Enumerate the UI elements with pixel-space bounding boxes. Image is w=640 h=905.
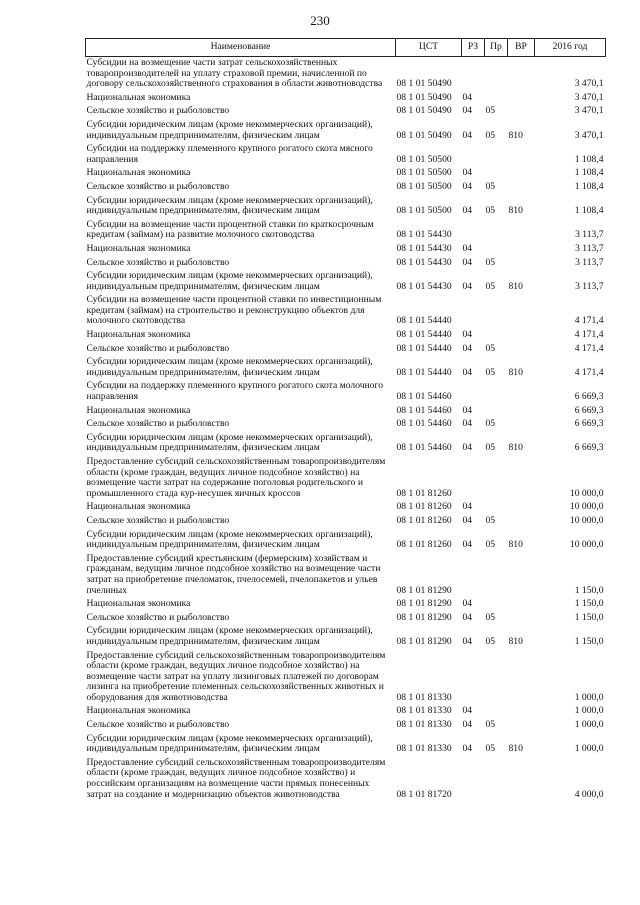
cell-pr: 05 [485, 205, 496, 217]
table-row [86, 243, 606, 257]
cell-cst: 08 1 01 81260 [396, 514, 452, 526]
cell-pr [485, 143, 508, 167]
cell-vr [508, 329, 535, 343]
cell-amount: 6 669,3 [574, 442, 604, 454]
cell-rz: 04 [462, 205, 473, 217]
table-row [86, 553, 606, 598]
cell-amount: 10 000,0 [569, 539, 604, 551]
cell-amount: 1 108,4 [574, 180, 604, 192]
cell-cst: 08 1 01 54430 [396, 256, 452, 268]
cell-vr [508, 167, 535, 181]
cell-rz [462, 650, 485, 706]
cell-pr: 05 [485, 719, 496, 731]
cell-name: Предоставление субсидий сельскохозяйственным товаропроизводителям области (кроме граждан, ведущих личное подсобное хозяйство) и российским организациям на возмещение части прямых понесенных затрат на создание и модернизацию объектов животноводства [86, 756, 386, 800]
cell-amount: 1 000,0 [574, 691, 604, 703]
table-row [86, 119, 606, 143]
cell-name: Субсидии на поддержку племенного крупного рогатого скота мясного направления [86, 143, 373, 165]
cell-pr [485, 219, 508, 243]
header-pr: Пр [485, 39, 508, 57]
table-row [86, 380, 606, 404]
table-row [86, 456, 606, 501]
cell-cst: 08 1 01 81260 [396, 501, 452, 513]
cell-cst: 08 1 01 50490 [396, 105, 452, 117]
cell-amount: 3 113,7 [575, 242, 604, 254]
cell-rz: 04 [462, 539, 473, 551]
cell-name: Национальная экономика [86, 242, 191, 254]
cell-cst: 08 1 01 50500 [396, 205, 452, 217]
cell-name: Субсидии на возмещение части процентной ставки по краткосрочным кредитам (займам) на развитие молочного скотоводства [86, 218, 374, 241]
cell-rz: 04 [462, 342, 473, 354]
cell-rz: 04 [462, 743, 473, 755]
cell-name: Субсидии юридическим лицам (кроме некоммерческих организаций), индивидуальным предпринимателям, физическим лицам [86, 356, 373, 378]
cell-vr: 810 [508, 205, 523, 217]
table-body [86, 57, 606, 803]
cell-cst: 08 1 01 50500 [396, 153, 452, 165]
cell-pr [485, 167, 508, 181]
cell-amount: 1 150,0 [574, 598, 604, 610]
cell-name: Субсидии юридическим лицам (кроме некоммерческих организаций), индивидуальным предпринимателям, физическим лицам [86, 528, 373, 551]
cell-pr [485, 57, 508, 92]
cell-rz [462, 143, 485, 167]
cell-vr: 810 [508, 743, 523, 755]
cell-rz: 04 [462, 611, 473, 623]
cell-rz: 04 [462, 366, 473, 378]
table-row [86, 92, 606, 106]
cell-amount: 3 470,1 [574, 78, 604, 90]
cell-cst: 08 1 01 81330 [396, 691, 452, 703]
table-row [86, 181, 606, 195]
cell-rz: 04 [462, 598, 473, 610]
cell-name: Предоставление субсидий крестьянским (фермерским) хозяйствам и гражданам, ведущим личное подсобное хозяйство на возмещение части затрат на приобретение пчеломаток, пчелосемей, пчелопакетов и ульев пчелиных [86, 552, 381, 596]
cell-cst: 08 1 01 54440 [396, 342, 452, 354]
cell-pr [485, 92, 508, 106]
table-row [86, 501, 606, 515]
cell-pr: 05 [485, 256, 496, 268]
cell-vr [508, 243, 535, 257]
cell-cst: 08 1 01 81290 [396, 611, 452, 623]
header-name: Наименование [86, 39, 396, 57]
cell-amount: 1 000,0 [574, 719, 604, 731]
table-row [86, 356, 606, 380]
cell-pr [485, 405, 508, 419]
cell-rz: 04 [462, 129, 473, 141]
cell-rz [462, 57, 485, 92]
cell-vr: 810 [508, 129, 523, 141]
cell-cst: 08 1 01 54430 [396, 242, 452, 254]
cell-cst: 08 1 01 81290 [396, 635, 452, 647]
table-row [86, 143, 606, 167]
cell-vr [508, 705, 535, 719]
cell-pr: 05 [485, 129, 496, 141]
cell-cst: 08 1 01 54430 [396, 229, 452, 241]
cell-cst: 08 1 01 50500 [396, 180, 452, 192]
table-row [86, 294, 606, 329]
cell-cst: 08 1 01 50490 [396, 91, 452, 103]
cell-vr: 810 [508, 539, 523, 551]
cell-amount: 1 150,0 [574, 635, 604, 647]
cell-amount: 3 470,1 [574, 129, 604, 141]
cell-amount: 1 108,4 [574, 153, 604, 165]
cell-cst: 08 1 01 54460 [396, 418, 452, 430]
cell-vr [508, 418, 535, 432]
cell-rz [462, 553, 485, 598]
cell-pr: 05 [485, 342, 496, 354]
cell-cst: 08 1 01 54460 [396, 391, 452, 403]
table-row [86, 757, 606, 802]
table-row [86, 705, 606, 719]
table-row [86, 432, 606, 456]
cell-rz [462, 294, 485, 329]
cell-amount: 3 470,1 [574, 91, 604, 103]
table-row [86, 105, 606, 119]
cell-amount: 4 171,4 [574, 315, 604, 327]
cell-amount: 6 669,3 [574, 404, 604, 416]
cell-name: Национальная экономика [86, 91, 191, 103]
cell-name: Национальная экономика [86, 404, 191, 416]
cell-vr [508, 105, 535, 119]
table-row [86, 529, 606, 553]
cell-rz: 04 [462, 404, 473, 416]
cell-pr [485, 329, 508, 343]
cell-name: Сельское хозяйство и рыболовство [86, 180, 230, 192]
cell-vr [508, 57, 535, 92]
budget-table-container [85, 38, 605, 802]
cell-pr: 05 [485, 442, 496, 454]
cell-rz: 04 [462, 501, 473, 513]
cell-pr: 05 [485, 743, 496, 755]
header-cst: ЦСТ [396, 39, 462, 57]
table-row [86, 650, 606, 706]
cell-pr [485, 757, 508, 802]
cell-pr: 05 [485, 539, 496, 551]
cell-pr: 05 [485, 635, 496, 647]
cell-pr: 05 [485, 418, 496, 430]
cell-pr: 05 [485, 105, 496, 117]
cell-pr: 05 [485, 611, 496, 623]
cell-name: Субсидии юридическим лицам (кроме некоммерческих организаций), индивидуальным предпринимателям, физическим лицам [86, 194, 373, 217]
table-header-row [86, 39, 606, 57]
cell-amount: 1 150,0 [574, 584, 604, 596]
cell-name: Сельское хозяйство и рыболовство [86, 256, 230, 268]
cell-vr [508, 92, 535, 106]
cell-pr [485, 650, 508, 706]
cell-name: Субсидии юридическим лицам (кроме некоммерческих организаций), индивидуальным предпринимателям, физическим лицам [86, 431, 373, 454]
cell-vr: 810 [508, 635, 523, 647]
cell-rz: 04 [462, 105, 473, 117]
cell-name: Национальная экономика [86, 501, 191, 513]
cell-rz: 04 [462, 719, 473, 731]
table-row [86, 612, 606, 626]
cell-name: Субсидии юридическим лицам (кроме некоммерческих организаций), индивидуальным предпринимателям, физическим лицам [86, 118, 373, 141]
cell-name: Предоставление субсидий сельскохозяйственным товаропроизводителям области (кроме граждан, ведущих личное подсобное хозяйство) на возмещение части затрат на содержание поголовья родительского и промышленного стада кур-несушек яичных кроссов [86, 456, 386, 499]
cell-vr: 810 [508, 366, 523, 378]
cell-cst: 08 1 01 54460 [396, 442, 452, 454]
cell-cst: 08 1 01 54430 [396, 280, 452, 292]
cell-cst: 08 1 01 81290 [396, 598, 452, 610]
cell-name: Сельское хозяйство и рыболовство [86, 611, 230, 623]
cell-cst: 08 1 01 54440 [396, 329, 452, 341]
cell-rz [462, 219, 485, 243]
cell-cst: 08 1 01 81330 [396, 705, 452, 717]
cell-vr [508, 405, 535, 419]
cell-vr [508, 598, 535, 612]
cell-vr [508, 650, 535, 706]
cell-rz: 04 [462, 442, 473, 454]
table-row [86, 329, 606, 343]
cell-vr [508, 143, 535, 167]
cell-name: Национальная экономика [86, 329, 191, 341]
table-row [86, 733, 606, 757]
cell-cst: 08 1 01 54440 [396, 366, 452, 378]
cell-pr: 05 [485, 280, 496, 292]
cell-amount: 4 171,4 [574, 329, 604, 341]
cell-name: Национальная экономика [86, 598, 191, 610]
cell-rz [462, 380, 485, 404]
cell-name: Субсидии на возмещение части процентной ставки по инвестиционным кредитам (займам) на строительство и реконструкцию объектов для молочного скотоводства [86, 294, 382, 327]
cell-name: Сельское хозяйство и рыболовство [86, 514, 230, 526]
page-number: 230 [310, 13, 330, 28]
cell-pr: 05 [485, 366, 496, 378]
table-row [86, 598, 606, 612]
cell-cst: 08 1 01 81330 [396, 743, 452, 755]
table-row [86, 625, 606, 649]
cell-name: Субсидии юридическим лицам (кроме некоммерческих организаций), индивидуальным предпринимателям, физическим лицам [86, 732, 373, 755]
cell-amount: 1 108,4 [574, 205, 604, 217]
cell-vr [508, 181, 535, 195]
cell-rz: 04 [462, 635, 473, 647]
cell-vr: 810 [508, 442, 523, 454]
cell-vr [508, 757, 535, 802]
cell-cst: 08 1 01 81720 [396, 788, 452, 800]
cell-vr [508, 719, 535, 733]
header-vr: ВР [508, 39, 535, 57]
cell-vr [508, 612, 535, 626]
cell-name: Сельское хозяйство и рыболовство [86, 342, 230, 354]
cell-rz: 04 [462, 514, 473, 526]
table-row [86, 167, 606, 181]
cell-pr: 05 [485, 180, 496, 192]
cell-vr [508, 294, 535, 329]
cell-vr: 810 [508, 280, 523, 292]
header-rz: РЗ [462, 39, 485, 57]
cell-cst: 08 1 01 50500 [396, 167, 452, 179]
cell-cst: 08 1 01 81290 [396, 584, 452, 596]
table-row [86, 219, 606, 243]
cell-amount: 1 108,4 [574, 167, 604, 179]
table-row [86, 195, 606, 219]
table-row [86, 257, 606, 271]
cell-amount: 10 000,0 [569, 487, 604, 499]
cell-pr [485, 598, 508, 612]
cell-rz: 04 [462, 280, 473, 292]
cell-rz: 04 [462, 329, 473, 341]
cell-name: Национальная экономика [86, 167, 191, 179]
cell-name: Сельское хозяйство и рыболовство [86, 719, 230, 731]
cell-amount: 3 113,7 [575, 229, 604, 241]
cell-cst: 08 1 01 54460 [396, 404, 452, 416]
cell-cst: 08 1 01 50490 [396, 78, 452, 90]
cell-amount: 3 113,7 [575, 256, 604, 268]
cell-amount: 1 000,0 [574, 705, 604, 717]
cell-rz: 04 [462, 91, 473, 103]
cell-amount: 3 113,7 [575, 280, 604, 292]
cell-name: Субсидии юридическим лицам (кроме некоммерческих организаций), индивидуальным предпринимателям, физическим лицам [86, 270, 373, 292]
cell-vr [508, 380, 535, 404]
table-row [86, 405, 606, 419]
cell-cst: 08 1 01 54440 [396, 315, 452, 327]
cell-name: Сельское хозяйство и рыболовство [86, 105, 230, 117]
cell-name: Субсидии юридическим лицам (кроме некоммерческих организаций), индивидуальным предпринимателям, физическим лицам [86, 625, 373, 647]
cell-amount: 1 000,0 [574, 743, 604, 755]
cell-amount: 4 171,4 [574, 342, 604, 354]
cell-amount: 4 171,4 [574, 366, 604, 378]
table-row [86, 57, 606, 92]
table-row [86, 515, 606, 529]
cell-cst: 08 1 01 50490 [396, 129, 452, 141]
cell-vr [508, 343, 535, 357]
cell-amount: 10 000,0 [569, 501, 604, 513]
cell-rz: 04 [462, 242, 473, 254]
cell-pr [485, 243, 508, 257]
cell-name: Национальная экономика [86, 705, 191, 717]
cell-rz [462, 757, 485, 802]
budget-table [85, 38, 606, 802]
cell-vr [508, 553, 535, 598]
cell-rz: 04 [462, 418, 473, 430]
cell-pr [485, 553, 508, 598]
cell-rz: 04 [462, 167, 473, 179]
cell-pr [485, 294, 508, 329]
cell-name: Субсидии на возмещение части затрат сельскохозяйственных товаропроизводителей на уплату страховой премии, начисленной по договору сельскохозяйственного страхования в области животноводства [86, 57, 383, 90]
cell-name: Субсидии на поддержку племенного крупного рогатого скота молочного направления [86, 380, 384, 403]
cell-vr [508, 257, 535, 271]
cell-amount: 6 669,3 [574, 391, 604, 403]
cell-vr [508, 456, 535, 501]
cell-pr [485, 705, 508, 719]
cell-pr [485, 380, 508, 404]
header-year: 2016 год [535, 39, 606, 57]
cell-rz: 04 [462, 180, 473, 192]
cell-rz: 04 [462, 705, 473, 717]
cell-pr: 05 [485, 514, 496, 526]
cell-cst: 08 1 01 81330 [396, 719, 452, 731]
cell-rz: 04 [462, 256, 473, 268]
table-row [86, 270, 606, 294]
cell-cst: 08 1 01 81260 [396, 539, 452, 551]
cell-name: Сельское хозяйство и рыболовство [86, 418, 230, 430]
cell-rz [462, 456, 485, 501]
cell-vr [508, 515, 535, 529]
cell-amount: 10 000,0 [569, 514, 604, 526]
table-row [86, 418, 606, 432]
cell-vr [508, 219, 535, 243]
cell-pr [485, 501, 508, 515]
cell-amount: 3 470,1 [574, 105, 604, 117]
cell-name: Предоставление субсидий сельскохозяйственным товаропроизводителям области (кроме граждан, ведущих личное подсобное хозяйство) на возмещение части затрат на уплату лизинговых платежей по договорам лизинга на приобретение племенных сельскохозяйственных животных и оборудования для животноводства [86, 649, 386, 703]
cell-amount: 6 669,3 [574, 418, 604, 430]
cell-cst: 08 1 01 81260 [396, 487, 452, 499]
cell-amount: 1 150,0 [574, 611, 604, 623]
cell-pr [485, 456, 508, 501]
table-row [86, 719, 606, 733]
cell-vr [508, 501, 535, 515]
cell-amount: 4 000,0 [574, 788, 604, 800]
table-row [86, 343, 606, 357]
